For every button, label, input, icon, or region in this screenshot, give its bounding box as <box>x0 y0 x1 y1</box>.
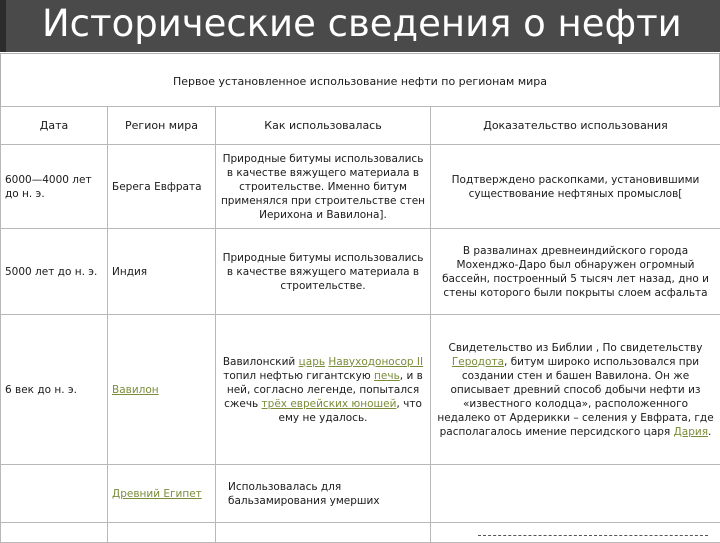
proof-text: , битум широко использовался при создании стен и башен Вавилона. Он же описывает древний способ добычи нефти из «известного колодца», расположенного недалеко от Ардерикки – селения у Евфрата, где располагалось имение персидского царя <box>437 356 713 438</box>
link-furnace[interactable]: печь <box>374 370 400 382</box>
cell-region <box>108 465 216 523</box>
link-darius[interactable]: Дария <box>674 426 708 438</box>
link-nebuchadnezzar[interactable]: Навуходоносор II <box>328 356 423 368</box>
table-row <box>1 315 720 465</box>
table-row <box>1 145 720 229</box>
cell-date: 5000 лет до н. э. <box>1 229 108 315</box>
link-tsar[interactable]: царь <box>299 356 325 368</box>
use-text: Вавилонский <box>223 356 299 368</box>
slide-title: Исторические сведения о нефти <box>42 2 682 45</box>
proof-text: . <box>708 426 711 438</box>
table-caption-box <box>0 53 720 106</box>
cell-date <box>1 465 108 523</box>
table-header-row <box>1 107 720 145</box>
header-region: Регион мира <box>108 107 216 145</box>
table-row <box>1 229 720 315</box>
table-row <box>1 465 720 523</box>
cell-proof <box>431 465 720 523</box>
title-accent-strip <box>0 0 6 52</box>
cell-date: 6000—4000 лет до н. э. <box>1 145 108 229</box>
cell-use <box>216 315 431 465</box>
region-link-egypt[interactable]: Древний Египет <box>112 488 202 500</box>
cell-date: 6 век до н. э. <box>1 315 108 465</box>
table-caption: Первое установленное использование нефти по регионам мира <box>1 75 719 88</box>
proof-text: Свидетельство из Библии , По свидетельству <box>449 342 703 354</box>
cell-region: Индия <box>108 229 216 315</box>
cell-proof: Подтверждено раскопками, установившими существование нефтяных промыслов[ <box>431 145 720 229</box>
use-text: , что ему не удалось. <box>279 398 422 424</box>
region-link-babylon[interactable]: Вавилон <box>112 384 159 396</box>
cut-off-text-fragment <box>478 535 708 541</box>
cell-proof <box>431 315 720 465</box>
cell-use: Природные битумы использовались в качестве вяжущего материала в строительстве. Именно битум применялся при строительстве стен Иерихона и Вавилона]. <box>216 145 431 229</box>
cell-region: Берега Евфрата <box>108 145 216 229</box>
header-use: Как использовалась <box>216 107 431 145</box>
link-herodotus[interactable]: Геродота <box>452 356 504 368</box>
use-text: топил нефтью гигантскую <box>223 370 374 382</box>
cell-use: Использовалась для бальзамирования умерших <box>216 465 431 523</box>
oil-history-table <box>0 106 720 543</box>
header-proof: Доказательство использования <box>431 107 720 145</box>
link-three-youths[interactable]: трёх еврейских юношей <box>262 398 397 410</box>
cell-region <box>108 315 216 465</box>
cell-use: Природные битумы использовались в качестве вяжущего материала в строительстве. <box>216 229 431 315</box>
title-bar <box>0 0 720 52</box>
cell-proof: В развалинах древнеиндийского города Мохенджо-Даро был обнаружен огромный бассейн, построенный 5 тысяч лет назад, дно и стены которого были покрыты слоем асфальта <box>431 229 720 315</box>
use-text: , и в ней, согласно легенде, попытался сжечь <box>224 370 423 410</box>
header-date: Дата <box>1 107 108 145</box>
